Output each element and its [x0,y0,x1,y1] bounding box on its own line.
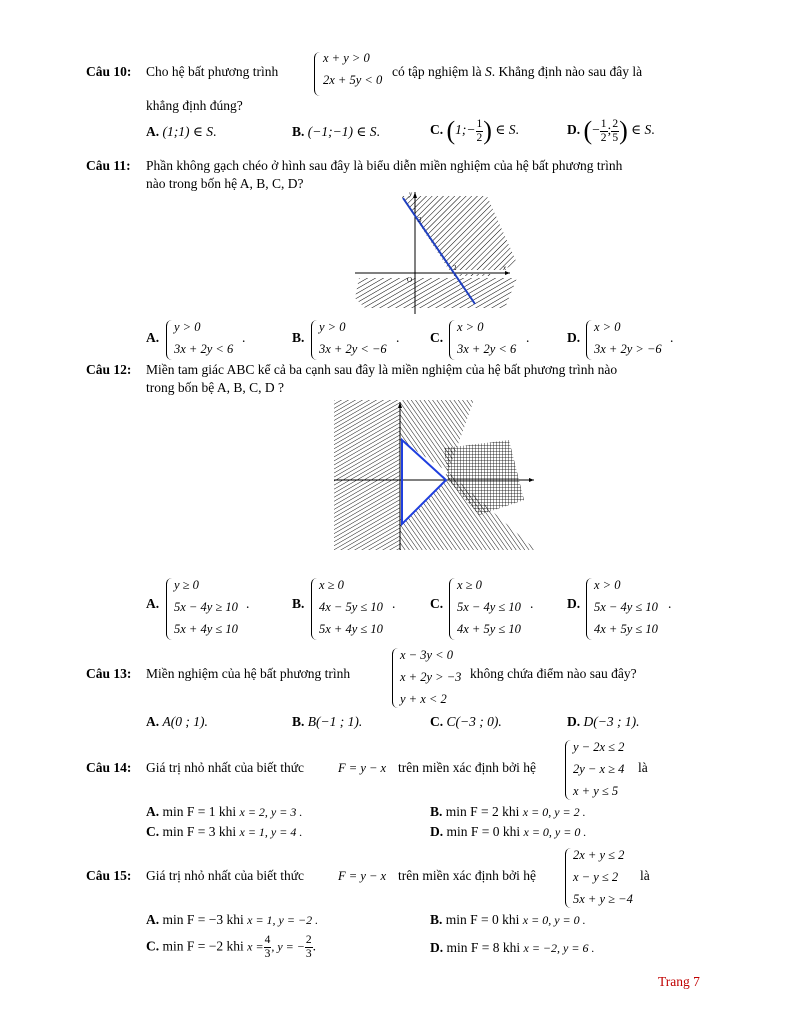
q11-option-a[interactable]: y > 0 3x + 2y < 6 [174,320,234,356]
q12-option-d[interactable]: x > 0 5x − 4y ≤ 10 4x + 5y ≤ 10 [594,578,658,636]
q10-option-a[interactable]: A. (1;1) ∈ S. [146,124,217,139]
q12-line1: Miền tam giác ABC kể cả ba cạnh sau đây là miền nghiệm của hệ bất phương trình nào [146,362,618,377]
q11-option-a-label[interactable]: A. [146,330,160,345]
q15-option-d[interactable]: D. min F = 8 khi x = −2, y = 6 . [430,940,595,955]
q10-after: có tập nghiệm là [392,64,482,79]
q15-option-c[interactable]: C. min F = −2 khi x = $\frac{4}{3}$ , y = − $\frac{2}{3}$ . [146,934,316,960]
q14-system: y − 2x ≤ 2 2y − x ≥ 4 x + y ≤ 5 [573,740,625,798]
q11-tick-2: 2 [453,264,457,272]
q12-option-d-label[interactable]: D. [567,596,581,611]
q10-label: Câu 10: [86,64,132,79]
q13-after: không chứa điểm nào sau đây? [470,666,637,681]
q13-option-d[interactable]: D. D(−3 ; 1). [567,714,640,729]
q11-line1: Phần không gạch chéo ở hình sau đây là biểu diễn miền nghiệm của hệ bất phương trình [146,158,623,173]
q14-option-b[interactable]: B. min F = 2 khi x = 0, y = 2 . [430,804,586,819]
q13-label: Câu 13: [86,666,132,681]
q14-expression: F = y − x [338,761,387,775]
page-number: Trang 7 [658,974,700,989]
q11-tick-3: 3 [418,216,422,224]
q10-brace [314,52,321,96]
q12-option-c-label[interactable]: C. [430,596,444,611]
q15-intro: Giá trị nhỏ nhất của biết thức [146,868,305,883]
q14-label: Câu 14: [86,760,132,775]
q10-option-d[interactable]: D. (− $\frac{1}{2}$ ; $\frac{2}{5}$ ) ∈ S. [567,116,655,145]
q12-option-b[interactable]: x ≥ 0 4x − 5y ≤ 10 5x + 4y ≤ 10 [319,578,383,636]
q13-option-b[interactable]: B. B(−1 ; 1). [292,714,363,729]
q15-option-b[interactable]: B. min F = 0 khi x = 0, y = 0 . [430,912,586,927]
q11-origin: O [407,276,413,284]
q15-mid: trên miền xác định bởi hệ [398,868,536,883]
q15-expression: F = y − x [338,869,387,883]
q14-mid: trên miền xác định bởi hệ [398,760,536,775]
q10-system: x + y > 0 2x + 5y < 0 [323,51,383,87]
q13-intro: Miền nghiệm của hệ bất phương trình [146,666,351,681]
q13-option-a[interactable]: A. A(0 ; 1). [146,714,208,729]
q14-option-d[interactable]: D. min F = 0 khi x = 0, y = 0 . [430,824,587,839]
q11-option-c-label[interactable]: C. [430,330,444,345]
q10-option-c[interactable]: C. (1;− $\frac{1}{2}$ ) ∈ S. [430,116,519,145]
q12-option-b-label[interactable]: B. [292,596,305,611]
q11-option-c[interactable]: x > 0 3x + 2y < 6 [457,320,517,356]
q11-option-d[interactable]: x > 0 3x + 2y > −6 [594,320,662,356]
q14-option-a[interactable]: A. min F = 1 khi x = 2, y = 3 . [146,804,303,819]
q11-label: Câu 11: [86,158,131,173]
q13-system: x − 3y < 0 x + 2y > −3 y + x < 2 [400,648,462,706]
q12-option-a[interactable]: y ≥ 0 5x − 4y ≥ 10 5x + 4y ≤ 10 [174,578,238,636]
q15-end: là [640,868,650,883]
q11-y-label: y [409,190,413,198]
q15-system: 2x + y ≤ 2 x − y ≤ 2 5x + y ≥ −4 [573,848,633,906]
q11-hatched-region-bottom [355,278,517,308]
q12-line2: trong bốn bệ A, B, C, D ? [146,380,284,395]
q14-option-c[interactable]: C. min F = 3 khi x = 1, y = 4 . [146,824,303,839]
q12-option-c[interactable]: x ≥ 0 5x − 4y ≤ 10 4x + 5y ≤ 10 [457,578,521,636]
q11-line2: nào trong bốn hệ A, B, C, D? [146,176,304,191]
q11-option-b-label[interactable]: B. [292,330,305,345]
q10-intro: Cho hệ bất phương trình [146,64,279,79]
q14-intro: Giá trị nhỏ nhất của biết thức [146,760,305,775]
q15-label: Câu 15: [86,868,132,883]
q11-x-label: x [503,264,507,272]
q11-option-b[interactable]: y > 0 3x + 2y < −6 [319,320,387,356]
q11-hatched-region-right [401,196,517,276]
q10-set: S [484,64,492,79]
q14-end: là [638,760,648,775]
q12-hatch-left [334,400,400,550]
q12-label: Câu 12: [86,362,132,377]
q13-option-c[interactable]: C. C(−3 ; 0). [430,714,502,729]
q10-line2: khẳng định đúng? [146,98,243,113]
q11-option-d-label[interactable]: D. [567,330,581,345]
q12-option-a-label[interactable]: A. [146,596,160,611]
q12-figure [334,400,536,550]
q11-figure [355,188,517,316]
q10-option-b[interactable]: B. (−1;−1) ∈ S. [292,124,380,139]
q15-option-a[interactable]: A. min F = −3 khi x = 1, y = −2 . [146,912,319,927]
